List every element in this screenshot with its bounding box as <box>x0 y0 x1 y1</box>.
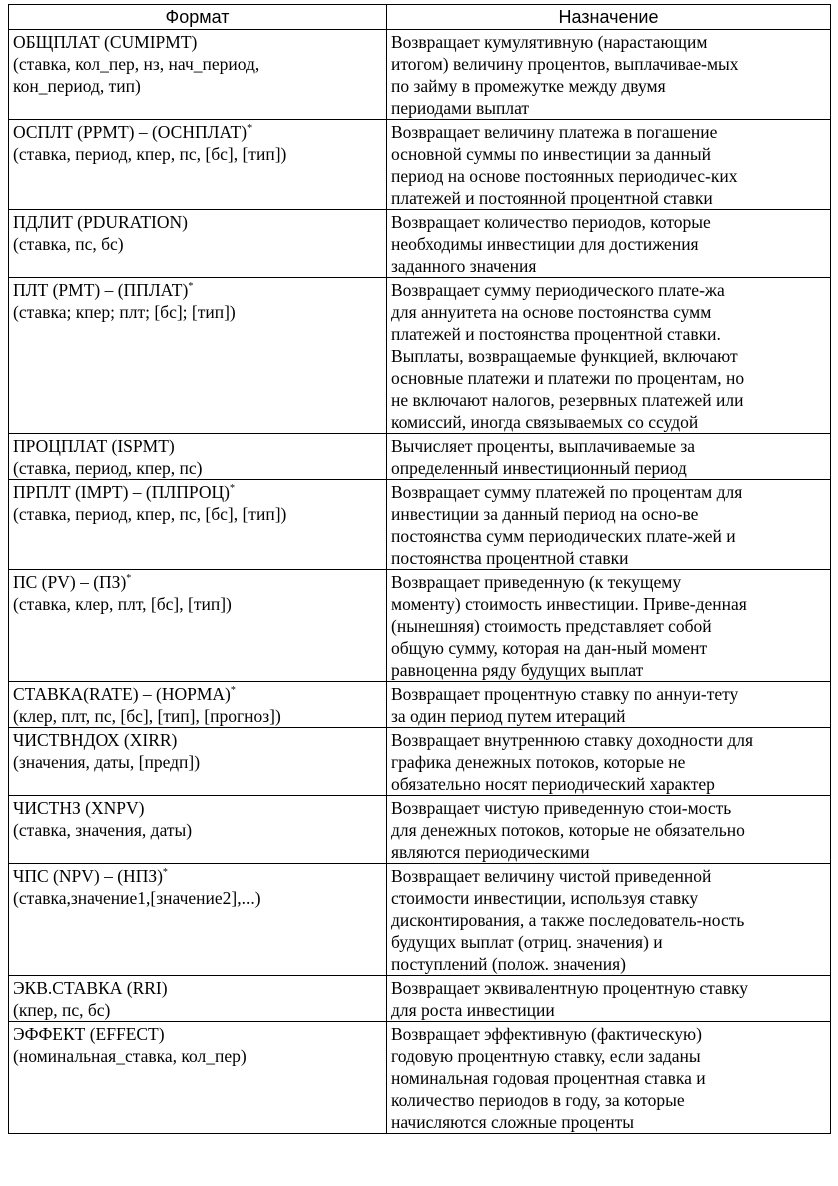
format-line <box>13 1023 382 1045</box>
format-line <box>13 211 382 233</box>
purpose-line: период на основе постоянных периодичес-ких <box>391 166 738 186</box>
purpose-line: моменту) стоимость инвестиции. Приве-денная <box>391 594 747 614</box>
purpose-cell <box>387 434 831 480</box>
format-line <box>13 887 382 909</box>
purpose-cell <box>387 30 831 120</box>
format-line <box>13 435 382 457</box>
purpose-cell <box>387 864 831 976</box>
format-text: (ставка, период, кпер, пс) <box>13 458 203 478</box>
purpose-line: обязательно носят периодический характер <box>391 774 715 794</box>
table-row <box>9 682 831 728</box>
format-cell <box>9 210 387 278</box>
purpose-line: равноценна ряду будущих выплат <box>391 660 644 680</box>
format-cell <box>9 976 387 1022</box>
purpose-line: для роста инвестиции <box>391 1000 555 1020</box>
table-row <box>9 120 831 210</box>
format-line <box>13 31 382 53</box>
format-cell <box>9 120 387 210</box>
purpose-line: Возвращает величину платежа в погашение <box>391 122 718 142</box>
purpose-line: постоянства процентной ставки <box>391 548 629 568</box>
format-text: ПЛТ (PMT) – (ППЛАТ) <box>13 280 189 300</box>
purpose-line: являются периодическими <box>391 842 590 862</box>
purpose-line: Возвращает количество периодов, которые <box>391 212 711 232</box>
footnote-mark: * <box>229 483 235 495</box>
footnote-mark: * <box>230 685 236 697</box>
purpose-line: годовую процентную ставку, если заданы <box>391 1046 701 1066</box>
purpose-line: платежей и постоянной процентной ставки <box>391 188 713 208</box>
table-row <box>9 728 831 796</box>
purpose-cell <box>387 480 831 570</box>
purpose-line: Возвращает приведенную (к текущему <box>391 572 682 592</box>
format-cell <box>9 278 387 434</box>
format-text: ЧПС (NPV) – (НПЗ) <box>13 866 163 886</box>
format-cell <box>9 480 387 570</box>
format-text: (ставка, пс, бс) <box>13 234 124 254</box>
purpose-line: по займу в промежутке между двумя <box>391 76 666 96</box>
footnote-mark: * <box>126 573 132 585</box>
table-row <box>9 434 831 480</box>
purpose-line: необходимы инвестиции для достижения <box>391 234 699 254</box>
format-line <box>13 865 382 887</box>
format-line <box>13 233 382 255</box>
purpose-cell <box>387 1022 831 1134</box>
format-text: ОБЩПЛАТ (CUMIPMT) <box>13 32 198 52</box>
format-text: ОСПЛТ (PPMT) – (ОСНПЛАТ) <box>13 122 248 142</box>
purpose-line: не включают налогов, резервных платежей или <box>391 390 744 410</box>
purpose-line: постоянства сумм периодических плате-жей и <box>391 526 736 546</box>
purpose-line: графика денежных потоков, которые не <box>391 752 686 772</box>
format-text: ЭКВ.СТАВКА (RRI) <box>13 978 168 998</box>
table-row <box>9 278 831 434</box>
purpose-line: периодами выплат <box>391 98 530 118</box>
purpose-cell <box>387 120 831 210</box>
purpose-line: для аннуитета на основе постоянства сумм <box>391 302 712 322</box>
table-row <box>9 796 831 864</box>
purpose-line: начисляются сложные проценты <box>391 1112 634 1132</box>
format-text: ЭФФЕКТ (EFFECT) <box>13 1024 165 1044</box>
footnote-mark: * <box>247 123 253 135</box>
purpose-cell <box>387 570 831 682</box>
format-line <box>13 729 382 751</box>
format-text: ПРОЦПЛАТ (ISPMT) <box>13 436 175 456</box>
purpose-line: дисконтирования, а также последователь-ность <box>391 910 745 930</box>
format-cell <box>9 570 387 682</box>
purpose-line: Возвращает процентную ставку по аннуи-тету <box>391 684 739 704</box>
purpose-cell <box>387 976 831 1022</box>
format-line <box>13 705 382 727</box>
format-cell <box>9 796 387 864</box>
purpose-line: комиссий, иногда связываемых со ссудой <box>391 412 699 432</box>
format-cell <box>9 864 387 976</box>
format-line <box>13 797 382 819</box>
format-line <box>13 457 382 479</box>
purpose-cell <box>387 796 831 864</box>
purpose-line: количество периодов в году, за которые <box>391 1090 685 1110</box>
purpose-line: номинальная годовая процентная ставка и <box>391 1068 706 1088</box>
table-row <box>9 1022 831 1134</box>
purpose-line: Возвращает чистую приведенную стои-мость <box>391 798 732 818</box>
purpose-line: Возвращает эффективную (фактическую) <box>391 1024 702 1044</box>
format-line <box>13 53 382 75</box>
format-text: ПС (PV) – (ПЗ) <box>13 572 127 592</box>
purpose-line: Возвращает внутреннюю ставку доходности для <box>391 730 754 750</box>
purpose-line: Возвращает кумулятивную (нарастающим <box>391 32 708 52</box>
format-text: ПДЛИТ (PDURATION) <box>13 212 188 232</box>
format-cell <box>9 1022 387 1134</box>
format-text: (клер, плт, пс, [бс], [тип], [прогноз]) <box>13 706 281 726</box>
purpose-line: платежей и постоянства процентной ставки. <box>391 324 721 344</box>
purpose-line: стоимости инвестиции, используя ставку <box>391 888 699 908</box>
footnote-mark: * <box>188 281 194 293</box>
format-text: (ставка, клер, плт, [бс], [тип]) <box>13 594 232 614</box>
format-cell <box>9 30 387 120</box>
table-body <box>9 30 831 1134</box>
format-line <box>13 683 382 705</box>
purpose-line: основной суммы по инвестиции за данный <box>391 144 711 164</box>
purpose-line: общую сумму, которая на дан-ный момент <box>391 638 708 658</box>
purpose-line: поступлений (полож. значения) <box>391 954 626 974</box>
format-line <box>13 751 382 773</box>
format-cell <box>9 434 387 480</box>
format-line <box>13 1045 382 1067</box>
purpose-cell <box>387 278 831 434</box>
format-line <box>13 301 382 323</box>
footnote-mark: * <box>162 867 168 879</box>
purpose-line: определенный инвестиционный период <box>391 458 687 478</box>
purpose-line: итогом) величину процентов, выплачивае-мых <box>391 54 739 74</box>
format-line <box>13 571 382 593</box>
format-line <box>13 75 382 97</box>
table-row <box>9 30 831 120</box>
format-cell <box>9 728 387 796</box>
format-text: (ставка, период, кпер, пс, [бс], [тип]) <box>13 504 287 524</box>
purpose-cell <box>387 210 831 278</box>
purpose-line: инвестиции за данный период на осно-ве <box>391 504 699 524</box>
format-text: (значения, даты, [предп]) <box>13 752 201 772</box>
format-text: (ставка, кол_пер, нз, нач_период, <box>13 54 260 74</box>
purpose-cell <box>387 728 831 796</box>
format-text: СТАВКА(RATE) – (НОРМА) <box>13 684 231 704</box>
format-text: ЧИСТНЗ (XNPV) <box>13 798 145 818</box>
format-line <box>13 121 382 143</box>
format-line <box>13 819 382 841</box>
format-text: (ставка, период, кпер, пс, [бс], [тип]) <box>13 144 287 164</box>
purpose-line: Возвращает величину чистой приведенной <box>391 866 712 886</box>
format-text: (ставка; кпер; плт; [бс]; [тип]) <box>13 302 236 322</box>
purpose-line: основные платежи и платежи по процентам, но <box>391 368 745 388</box>
format-text: (ставка,значение1,[значение2],...) <box>13 888 261 908</box>
purpose-line: Возвращает сумму периодического плате-жа <box>391 280 725 300</box>
purpose-line: для денежных потоков, которые не обязательно <box>391 820 745 840</box>
header-row <box>9 5 831 30</box>
format-text: ПРПЛТ (IMPT) – (ПЛПРОЦ) <box>13 482 230 502</box>
table-row <box>9 976 831 1022</box>
format-line <box>13 143 382 165</box>
purpose-line: будущих выплат (отриц. значения) и <box>391 932 663 952</box>
format-line <box>13 999 382 1021</box>
format-line <box>13 481 382 503</box>
purpose-line: (нынешняя) стоимость представляет собой <box>391 616 712 636</box>
table-row <box>9 864 831 976</box>
table-row <box>9 570 831 682</box>
format-text: (кпер, пс, бс) <box>13 1000 111 1020</box>
format-text: (номинальная_ставка, кол_пер) <box>13 1046 247 1066</box>
format-line <box>13 593 382 615</box>
purpose-line: за один период путем итераций <box>391 706 626 726</box>
purpose-line: Вычисляет проценты, выплачиваемые за <box>391 436 696 456</box>
format-text: кон_период, тип) <box>13 76 141 96</box>
purpose-line: Возвращает эквивалентную процентную ставку <box>391 978 749 998</box>
format-line <box>13 279 382 301</box>
format-line <box>13 977 382 999</box>
header-format: Формат <box>9 5 387 30</box>
purpose-line: Выплаты, возвращаемые функцией, включают <box>391 346 738 366</box>
table-row <box>9 210 831 278</box>
table-row <box>9 480 831 570</box>
functions-table <box>8 4 831 1134</box>
purpose-line: заданного значения <box>391 256 537 276</box>
purpose-line: Возвращает сумму платежей по процентам для <box>391 482 743 502</box>
format-line <box>13 503 382 525</box>
purpose-cell <box>387 682 831 728</box>
header-purpose: Назначение <box>387 5 831 30</box>
format-cell <box>9 682 387 728</box>
format-text: (ставка, значения, даты) <box>13 820 193 840</box>
format-text: ЧИСТВНДОХ (XIRR) <box>13 730 178 750</box>
